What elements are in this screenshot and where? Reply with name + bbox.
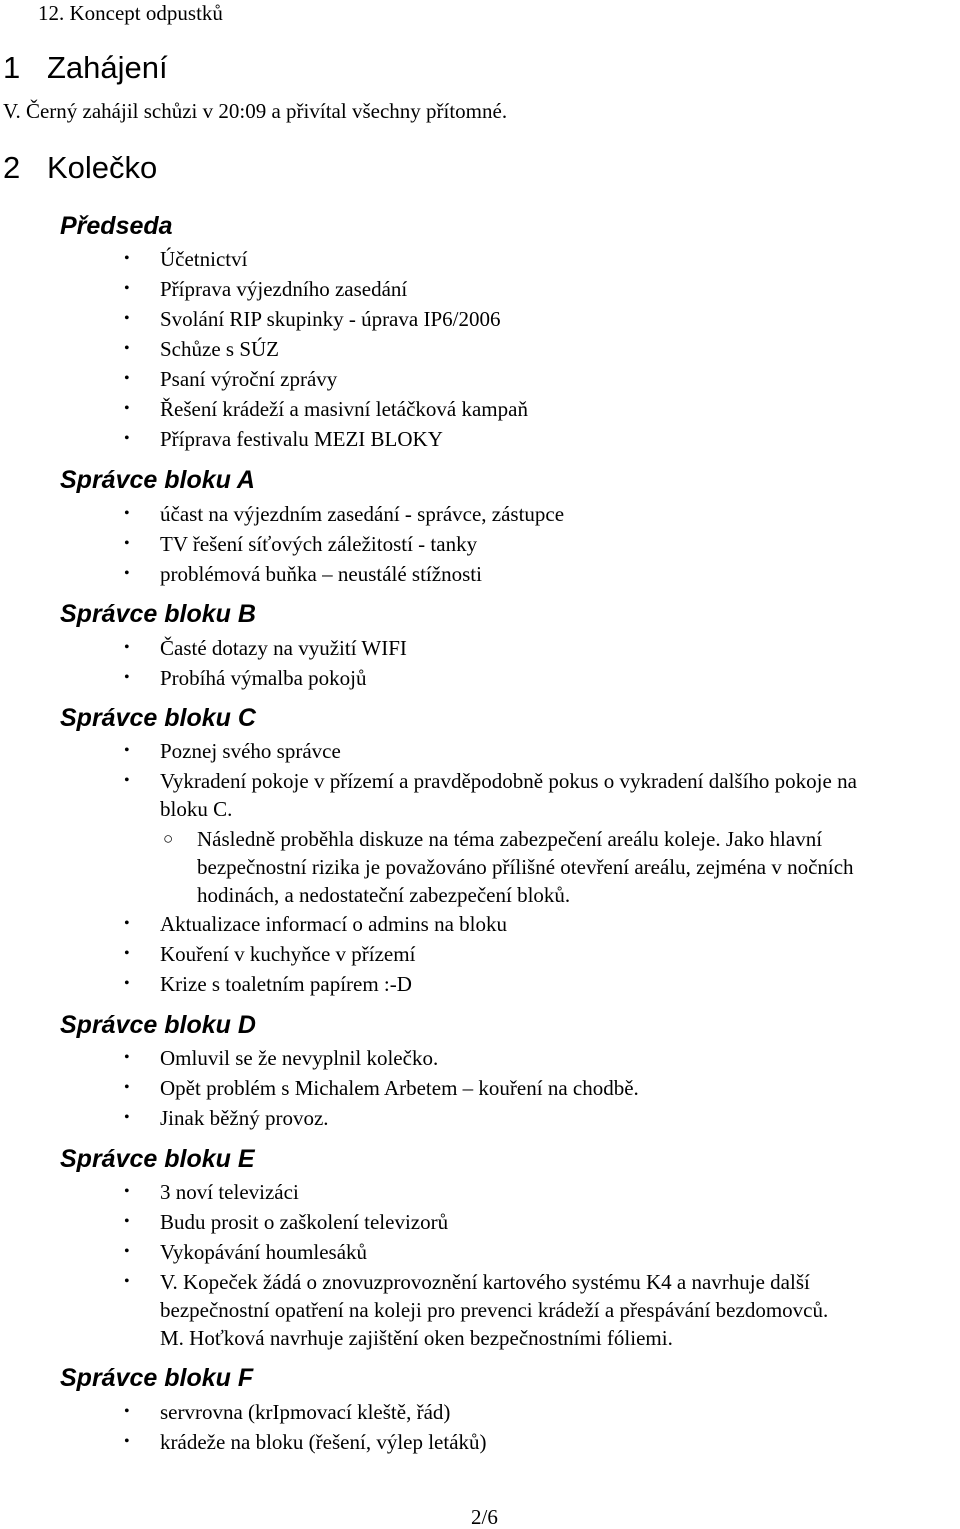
list-item-line: bloku C. xyxy=(160,797,233,821)
list-item: krádeže na bloku (řešení, výlep letáků) xyxy=(160,1430,487,1454)
bullet: • xyxy=(124,430,130,447)
bullet: • xyxy=(124,1403,130,1420)
sub-bullet: ○ xyxy=(163,829,174,848)
bullet: • xyxy=(124,1049,130,1066)
bullet: • xyxy=(124,535,130,552)
bullet: • xyxy=(124,975,130,992)
bullet: • xyxy=(124,1433,130,1450)
list-item: Příprava festivalu MEZI BLOKY xyxy=(160,427,443,451)
blok-f-heading: Správce bloku F xyxy=(60,1364,254,1392)
bullet: • xyxy=(124,639,130,656)
blok-d-heading: Správce bloku D xyxy=(60,1011,256,1039)
list-item: Budu prosit o zaškolení televizorů xyxy=(160,1210,449,1234)
running-header: 12. Koncept odpustků xyxy=(38,1,223,25)
bullet: • xyxy=(124,310,130,327)
bullet: • xyxy=(124,945,130,962)
bullet: • xyxy=(124,772,130,789)
list-item: Poznej svého správce xyxy=(160,739,341,763)
bullet: • xyxy=(124,340,130,357)
section-1-text: V. Černý zahájil schůzi v 20:09 a přivítal všechny přítomné. xyxy=(3,99,508,123)
bullet: • xyxy=(124,280,130,297)
section-1-heading xyxy=(3,50,168,86)
bullet: • xyxy=(124,1079,130,1096)
sub-list-item-line: hodinách, a nedostateční zabezpečení bloků. xyxy=(197,883,571,907)
blok-c-heading: Správce bloku C xyxy=(60,704,256,732)
list-item: Psaní výroční zprávy xyxy=(160,367,338,391)
section-2-heading xyxy=(3,150,157,186)
list-item: Časté dotazy na využití WIFI xyxy=(160,636,407,660)
sub-list-item-line: Následně proběhla diskuze na téma zabezpečení areálu koleje. Jako hlavní xyxy=(197,827,823,851)
list-item-line: V. Kopeček žádá o znovuzprovoznění kartového systému K4 a navrhuje další xyxy=(160,1270,810,1294)
sub-list-item-line: bezpečnostní rizika je považováno přílišné otevření areálu, zejména v nočních xyxy=(197,855,854,879)
list-item: Účetnictví xyxy=(160,247,248,271)
list-item: problémová buňka – neustálé stížnosti xyxy=(160,562,482,586)
bullet: • xyxy=(124,505,130,522)
bullet: • xyxy=(124,400,130,417)
list-item: Aktualizace informací o admins na bloku xyxy=(160,912,507,936)
bullet: • xyxy=(124,1273,130,1290)
bullet: • xyxy=(124,1183,130,1200)
list-item: servrovna (krIpmovací kleště, řád) xyxy=(160,1400,451,1424)
bullet: • xyxy=(124,370,130,387)
list-item-line: Vykradení pokoje v přízemí a pravděpodobně pokus o vykradení dalšího pokoje na xyxy=(160,769,857,793)
page-number: 2/6 xyxy=(471,1505,498,1529)
list-item: Krize s toaletním papírem :-D xyxy=(160,972,412,996)
list-item-line: bezpečnostní opatření na koleji pro prevenci krádeží a přespávání bezdomovců. xyxy=(160,1298,829,1322)
bullet: • xyxy=(124,742,130,759)
list-item: Příprava výjezdního zasedání xyxy=(160,277,408,301)
list-item: Kouření v kuchyňce v přízemí xyxy=(160,942,416,966)
bullet: • xyxy=(124,1213,130,1230)
list-item: Opět problém s Michalem Arbetem – kouření na chodbě. xyxy=(160,1076,639,1100)
bullet: • xyxy=(124,915,130,932)
section-2-number: 2 xyxy=(3,150,21,185)
section-2-title: Kolečko xyxy=(47,150,158,185)
list-item-line: M. Hoťková navrhuje zajištění oken bezpečnostními fóliemi. xyxy=(160,1326,673,1350)
list-item: Jinak běžný provoz. xyxy=(160,1106,329,1130)
section-1-title: Zahájení xyxy=(47,50,168,85)
list-item: 3 noví televizáci xyxy=(160,1180,299,1204)
list-item: Probíhá výmalba pokojů xyxy=(160,666,367,690)
bullet: • xyxy=(124,250,130,267)
list-item: účast na výjezdním zasedání - správce, zástupce xyxy=(160,502,565,526)
bullet: • xyxy=(124,1109,130,1126)
list-item: Vykopávání houmlesáků xyxy=(160,1240,368,1264)
list-item: TV řešení síťových záležitostí - tanky xyxy=(160,532,478,556)
list-item: Svolání RIP skupinky - úprava IP6/2006 xyxy=(160,307,501,331)
bullet: • xyxy=(124,565,130,582)
bullet: • xyxy=(124,669,130,686)
blok-a-heading: Správce bloku A xyxy=(60,466,255,494)
predseda-heading: Předseda xyxy=(60,212,173,240)
blok-b-heading: Správce bloku B xyxy=(60,600,256,628)
section-1-number: 1 xyxy=(3,50,21,85)
list-item: Řešení krádeží a masivní letáčková kampaň xyxy=(160,397,528,421)
blok-e-heading: Správce bloku E xyxy=(60,1145,255,1173)
list-item: Omluvil se že nevyplnil kolečko. xyxy=(160,1046,439,1070)
list-item: Schůze s SÚZ xyxy=(160,337,279,361)
bullet: • xyxy=(124,1243,130,1260)
